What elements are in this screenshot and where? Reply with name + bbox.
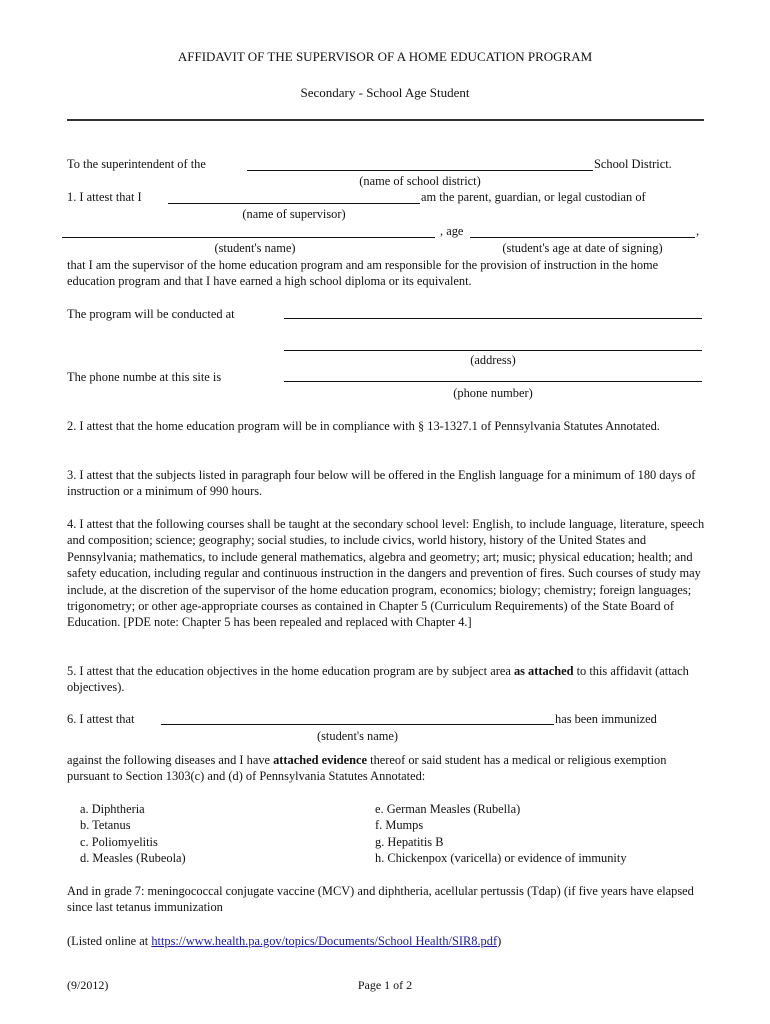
attest-1-body: that I am the supervisor of the home education program and am responsible for the provision of instruction in the home education program and that I have earned a high school diploma or its equivalent. [67,258,659,289]
list-item: a. Diphtheria [80,802,145,816]
student-name-field[interactable] [62,237,435,238]
immunized-student-name-field[interactable] [161,724,554,725]
school-district-caption: (name of school district) [359,174,481,188]
age-label: , age [440,224,464,238]
document-subtitle: Secondary - School Age Student [300,85,470,100]
attest-3: 3. I attest that the subjects listed in paragraph four below will be offered in the English language for a minimum of 180 days of instruction or a minimum of 990 hours. [67,468,696,499]
attest-6-suffix: has been immunized [555,712,657,726]
student-age-caption: (student's age at date of signing) [502,241,663,255]
list-item: h. Chickenpox (varicella) or evidence of immunity [375,851,627,866]
school-district-field[interactable] [247,170,593,171]
supervisor-caption: (name of supervisor) [242,207,346,221]
revision-date: (9/2012) [67,978,109,992]
list-item: d. Measles (Rubeola) [80,851,186,866]
attest-5-text-end: to this affidavit (attach objectives). [67,664,689,695]
address-field-line-1[interactable] [284,318,702,319]
attest-4: 4. I attest that the following courses shall be taught at the secondary school level: English, to include language, literature, speech and composition; science; geography; social studies, to include civics, world history, history of the United States and Pennsylvania; mathematics, to include general mathematics, algebra and geometry; art; music; physical education; health; and safety education, including regular and continuous instruction in the dangers and prevention of fires. Such courses of study may include, at the discretion of the supervisor of the home education program, economics; biology; chemistry; foreign languages; trigonometry; or other age-appropriate courses as contained in Chapter 5 (Curriculum Requirements) of the State Board of Education. [PDE note: Chapter 5 has been repealed and replaced with Chapter 4.] [67,517,705,630]
listed-online [67,933,501,949]
address-caption: (address) [470,353,516,367]
list-item: g. Hepatitis B [375,834,444,849]
program-conducted-label: The program will be conducted at [67,307,235,321]
to-superintendent-label: To the superintendent of the [67,157,206,171]
student-name-caption: (student's name) [214,241,296,255]
school-district-suffix: School District. [594,157,672,171]
supervisor-name-field[interactable] [168,203,420,204]
phone-caption: (phone number) [453,386,533,400]
sir8-pdf-link[interactable]: https://www.health.pa.gov/topics/Documents/School Health/SIR8.pdf [151,934,498,948]
listed-online-text: (Listed online at [67,934,152,948]
disease-list-right [375,801,627,867]
attest-6-body [67,752,707,785]
attest-6-body-text: against the following diseases and I have [67,753,274,767]
attest-5-text: 5. I attest that the education objectives in the home education program are by subject area [67,664,514,678]
page-number: Page 1 of 2 [357,978,413,992]
document-title: AFFIDAVIT OF THE SUPERVISOR OF A HOME EDUCATION PROGRAM [177,49,593,64]
listed-online-close: ) [497,934,502,948]
student-age-field[interactable] [470,237,695,238]
attest-6-body-text-end: thereof or said student has a medical or religious exemption pursuant to Section 1303(c) and (d) of Pennsylvania Statutes Annotated: [67,753,667,784]
address-field-line-2[interactable] [284,350,702,351]
attest-5-bold: as attached [513,664,574,678]
list-item: c. Poliomyelitis [80,834,158,849]
list-item: e. German Measles (Rubella) [375,802,521,816]
attest-1-prefix: 1. I attest that I [67,190,142,204]
attest-5 [67,663,707,696]
phone-label: The phone numbe at this site is [67,370,222,384]
immunized-student-caption: (student's name) [316,729,399,743]
grade-7-note: And in grade 7: meningococcal conjugate vaccine (MCV) and diphtheria, acellular pertussis (Tdap) (if five years have elapsed since last tetanus immunization [67,884,694,915]
header-divider [67,119,704,121]
attest-2: 2. I attest that the home education program will be in compliance with § 13-1327.1 of Pennsylvania Statutes Annotated. [67,419,660,433]
attest-1-suffix: am the parent, guardian, or legal custodian of [421,190,646,204]
attest-6-prefix: 6. I attest that [67,712,135,726]
phone-number-field[interactable] [284,381,702,382]
list-item: f. Mumps [375,818,424,833]
attest-6-body-bold: attached evidence [273,753,368,767]
age-comma: , [696,224,700,238]
list-item: b. Tetanus [80,818,131,833]
disease-list-left [80,801,186,867]
